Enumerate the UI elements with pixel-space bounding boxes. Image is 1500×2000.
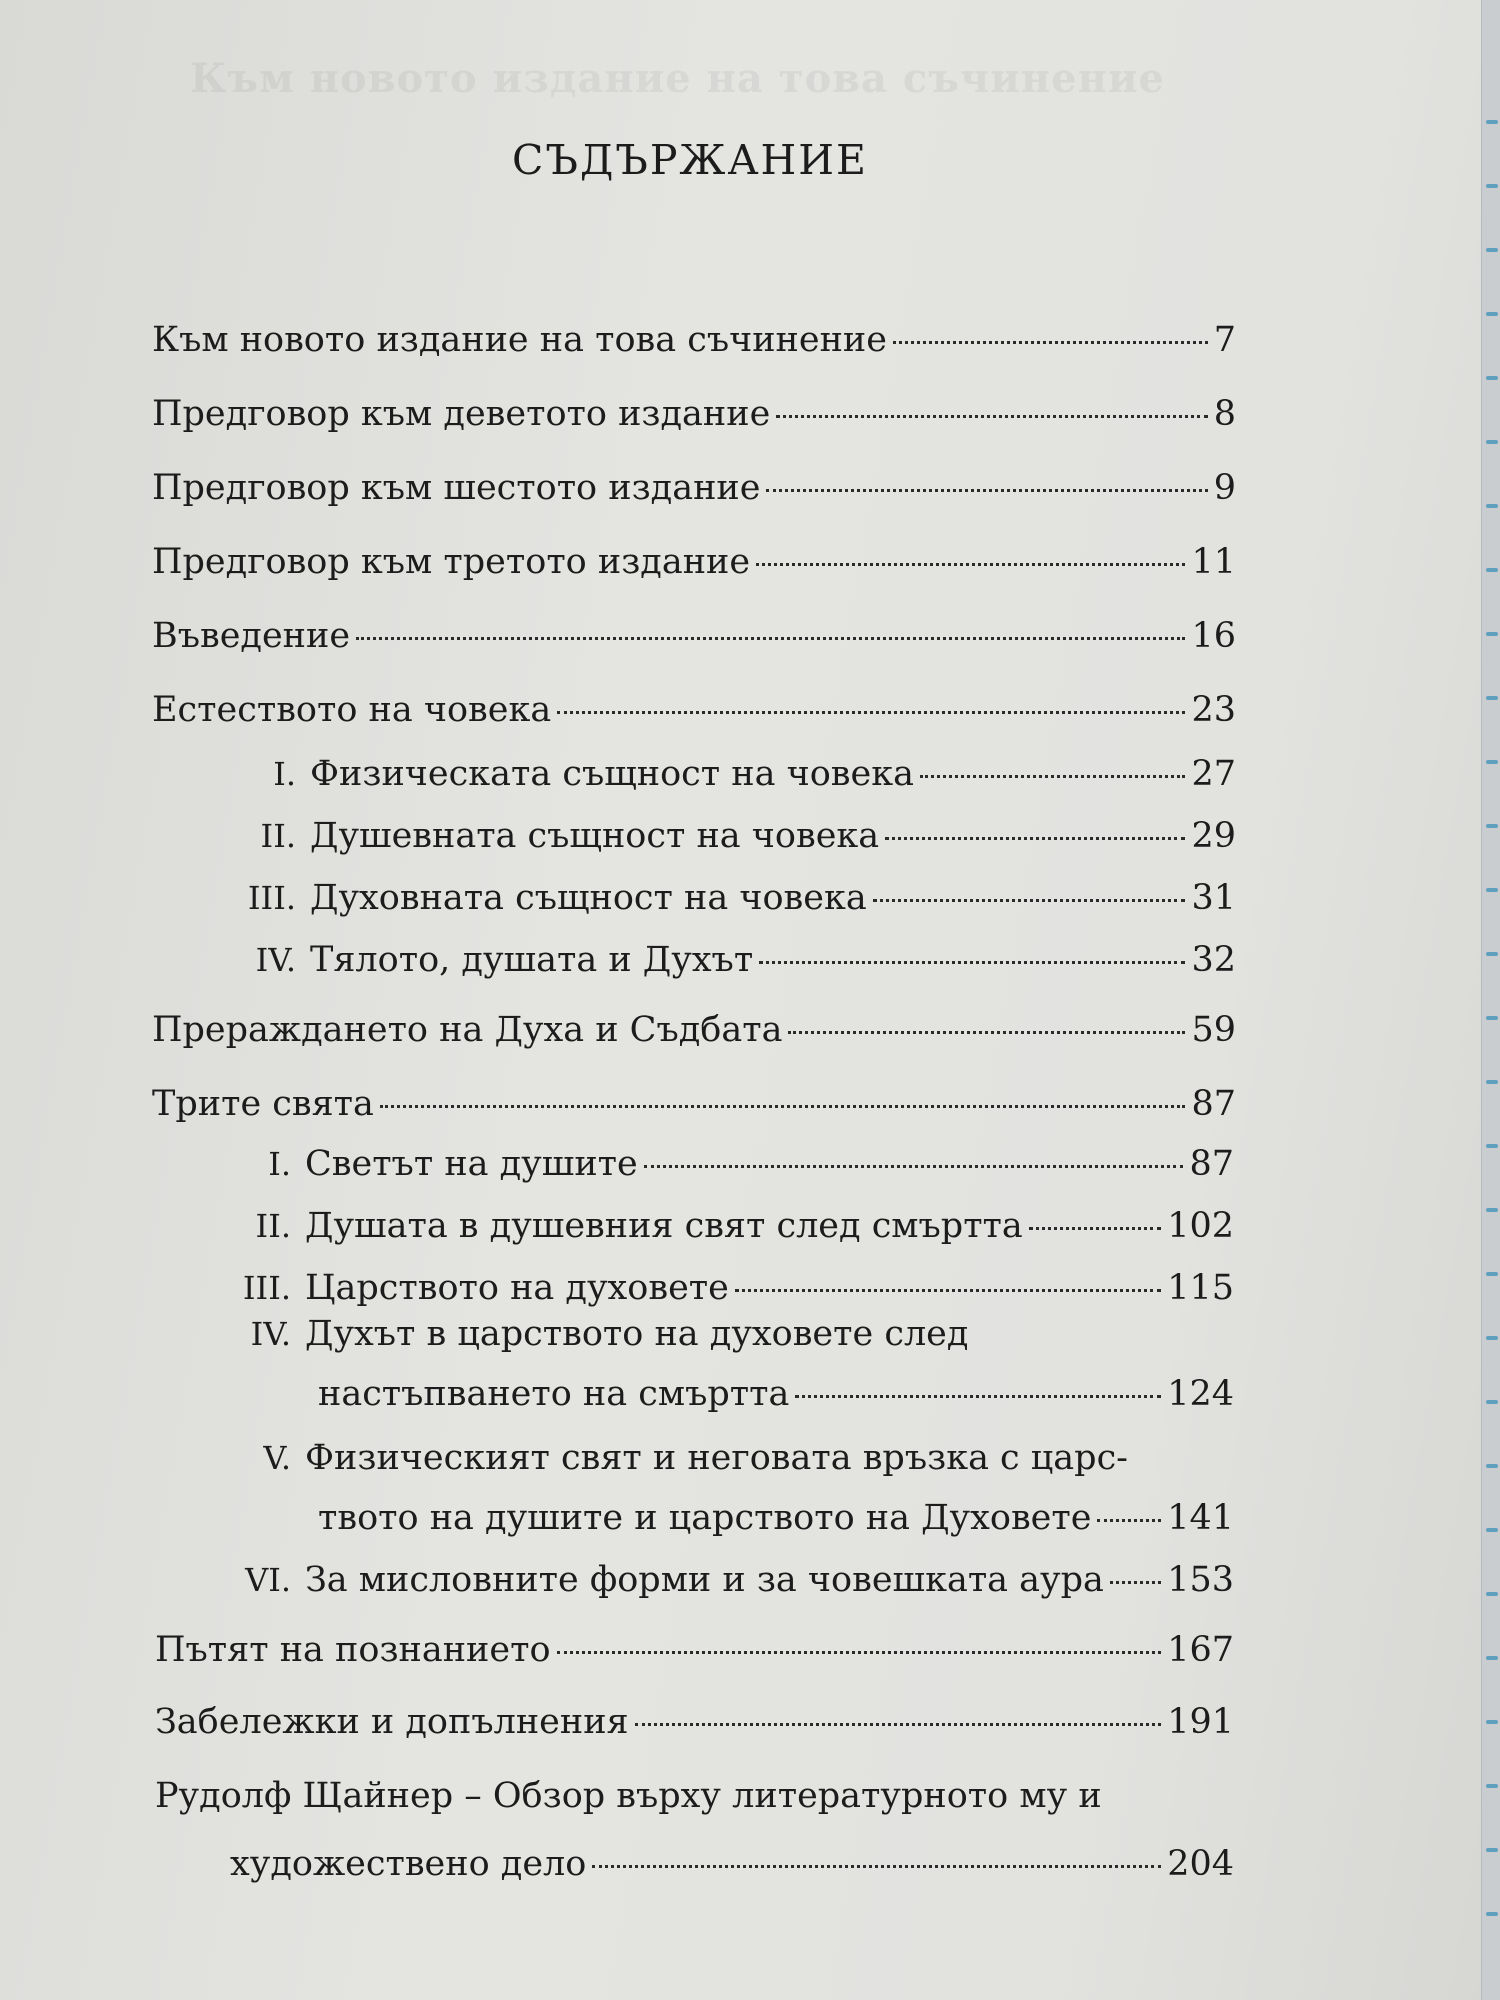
ruled-line-tick — [1486, 1912, 1498, 1916]
dot-leader — [1110, 1581, 1161, 1584]
toc-entry-label: Духовната същност на човека — [310, 878, 867, 918]
toc-entry-label: Рудолф Щайнер – Обзор върху литературното му и — [155, 1776, 1102, 1816]
ruled-line-tick — [1486, 248, 1498, 252]
toc-entry — [152, 614, 1236, 658]
toc-entry-label: Предговор към третото издание — [152, 542, 751, 582]
toc-page-number: 31 — [1191, 878, 1236, 918]
dot-leader — [557, 711, 1185, 714]
ruled-line-tick — [1486, 1720, 1498, 1724]
ruled-line-tick — [1486, 1336, 1498, 1340]
ruled-line-tick — [1486, 696, 1498, 700]
ruled-line-tick — [1486, 1208, 1498, 1212]
ruled-line-tick — [1486, 568, 1498, 572]
toc-entry-label: Към новото издание на това съчинение — [152, 320, 887, 360]
toc-entry-number: III. — [247, 879, 296, 917]
dot-leader — [1029, 1227, 1161, 1230]
toc-page-number: 141 — [1167, 1498, 1234, 1538]
dot-leader — [557, 1651, 1162, 1654]
toc-entry-label: Забележки и допълнения — [155, 1702, 629, 1742]
toc-entry — [152, 1082, 1236, 1126]
toc-page-number: 153 — [1167, 1560, 1234, 1600]
ruled-line-tick — [1486, 1080, 1498, 1084]
ruled-line-tick — [1486, 1144, 1498, 1148]
ruled-line-tick — [1486, 1592, 1498, 1596]
ruled-line-tick — [1486, 504, 1498, 508]
toc-entry-number: I. — [273, 755, 296, 793]
ruled-line-tick — [1486, 440, 1498, 444]
ruled-line-tick — [1486, 1016, 1498, 1020]
toc-entry — [230, 1842, 1234, 1886]
toc-entry — [152, 688, 1236, 732]
toc-page-number: 191 — [1167, 1702, 1234, 1742]
toc-entry — [200, 1266, 1234, 1310]
toc-entry — [318, 1496, 1234, 1540]
toc-page-number: 167 — [1167, 1630, 1234, 1670]
toc-entry-number: III. — [242, 1269, 291, 1307]
toc-page-number: 115 — [1167, 1268, 1234, 1308]
toc-page-number: 16 — [1191, 616, 1236, 656]
ruled-line-tick — [1486, 1400, 1498, 1404]
toc-entry — [152, 318, 1236, 362]
toc-entry-label: Душата в душевния свят след смъртта — [305, 1206, 1023, 1246]
ruled-line-tick — [1486, 1848, 1498, 1852]
toc-page-number: 23 — [1191, 690, 1236, 730]
toc-page-number: 204 — [1167, 1844, 1234, 1884]
dot-leader — [885, 837, 1185, 840]
toc-page-number: 9 — [1213, 468, 1236, 508]
toc-page-number: 29 — [1191, 816, 1236, 856]
toc-entry — [155, 1628, 1234, 1672]
toc-page-number: 87 — [1189, 1144, 1234, 1184]
toc-entry — [200, 938, 1236, 982]
toc-page-number: 124 — [1167, 1374, 1234, 1414]
ruled-line-tick — [1486, 312, 1498, 316]
toc-entry-label: Предговор към деветото издание — [152, 394, 771, 434]
toc-entry-label: Душевната същност на човека — [310, 816, 880, 856]
toc-page-number: 11 — [1191, 542, 1236, 582]
show-through-text: Към новото издание на това съчинение — [190, 55, 1165, 102]
dot-leader — [788, 1031, 1185, 1034]
toc-entry-number: V. — [263, 1439, 291, 1477]
toc-entry — [155, 1700, 1234, 1744]
page-edge — [1481, 0, 1500, 2000]
ruled-line-tick — [1486, 760, 1498, 764]
ruled-line-tick — [1486, 1656, 1498, 1660]
toc-entry — [200, 814, 1236, 858]
toc-entry-number: IV. — [255, 941, 296, 979]
toc-entry — [152, 392, 1236, 436]
toc-entry-number: II. — [255, 1207, 291, 1245]
toc-page-number: 8 — [1213, 394, 1236, 434]
toc-page-number: 27 — [1191, 754, 1236, 794]
toc-entry-label-continued: художествено дело — [230, 1844, 587, 1884]
dot-leader — [756, 563, 1185, 566]
dot-leader — [873, 899, 1186, 902]
dot-leader — [356, 637, 1185, 640]
page-title: СЪДЪРЖАНИЕ — [512, 136, 868, 184]
toc-entry-number: IV. — [250, 1315, 291, 1353]
toc-page-number: 87 — [1191, 1084, 1236, 1124]
toc-entry — [200, 1204, 1234, 1248]
toc-entry-label-continued: настъпването на смъртта — [318, 1374, 790, 1414]
dot-leader — [893, 341, 1208, 344]
dot-leader — [1097, 1519, 1161, 1522]
toc-page-number: 32 — [1191, 940, 1236, 980]
toc-entry-label: За мисловните форми и за човешката аура — [305, 1560, 1104, 1600]
toc-entry — [318, 1372, 1234, 1416]
toc-entry — [200, 876, 1236, 920]
toc-entry-label: Духът в царството на духовете след — [305, 1314, 969, 1354]
toc-entry-label: Прераждането на Духа и Съдбата — [152, 1010, 783, 1050]
toc-entry-first-line — [200, 1312, 968, 1356]
toc-entry — [152, 1008, 1236, 1052]
dot-leader — [766, 489, 1207, 492]
toc-entry-label: Тялото, душата и Духът — [310, 940, 754, 980]
ruled-line-tick — [1486, 184, 1498, 188]
dot-leader — [795, 1395, 1161, 1398]
toc-entry-label: Физическият свят и неговата връзка с царс- — [305, 1438, 1128, 1478]
toc-entry-label: Физическата същност на човека — [310, 754, 914, 794]
toc-entry-label-continued: твото на душите и царството на Духовете — [318, 1498, 1092, 1538]
ruled-line-tick — [1486, 1272, 1498, 1276]
dot-leader — [635, 1723, 1162, 1726]
dot-leader — [776, 415, 1207, 418]
toc-entry-first-line — [155, 1774, 1102, 1818]
toc-entry-number: VI. — [245, 1561, 291, 1599]
toc-entry-label: Въведение — [152, 616, 351, 656]
toc-page-number: 7 — [1213, 320, 1236, 360]
ruled-line-tick — [1486, 632, 1498, 636]
dot-leader — [735, 1289, 1161, 1292]
ruled-line-tick — [1486, 888, 1498, 892]
toc-entry-label: Царството на духовете — [305, 1268, 729, 1308]
toc-entry-label: Пътят на познанието — [155, 1630, 551, 1670]
toc-entry — [152, 466, 1236, 510]
ruled-line-tick — [1486, 824, 1498, 828]
toc-page-number: 102 — [1167, 1206, 1234, 1246]
toc-page-number: 59 — [1191, 1010, 1236, 1050]
toc-entry — [200, 1142, 1234, 1186]
toc-entry — [200, 752, 1236, 796]
dot-leader — [920, 775, 1186, 778]
dot-leader — [644, 1165, 1184, 1168]
toc-entry-first-line — [200, 1436, 1128, 1480]
dot-leader — [592, 1865, 1161, 1868]
toc-entry — [200, 1558, 1234, 1602]
ruled-line-tick — [1486, 1528, 1498, 1532]
toc-entry-label: Трите свята — [152, 1084, 374, 1124]
toc-entry-label: Естеството на човека — [152, 690, 552, 730]
ruled-line-tick — [1486, 1784, 1498, 1788]
toc-entry — [152, 540, 1236, 584]
toc-entry-label: Предговор към шестото издание — [152, 468, 761, 508]
dot-leader — [380, 1105, 1186, 1108]
ruled-line-tick — [1486, 1464, 1498, 1468]
ruled-line-tick — [1486, 952, 1498, 956]
dot-leader — [759, 961, 1185, 964]
toc-entry-number: I. — [268, 1145, 291, 1183]
toc-entry-number: II. — [260, 817, 296, 855]
ruled-line-tick — [1486, 376, 1498, 380]
ruled-line-tick — [1486, 120, 1498, 124]
toc-entry-label: Светът на душите — [305, 1144, 638, 1184]
